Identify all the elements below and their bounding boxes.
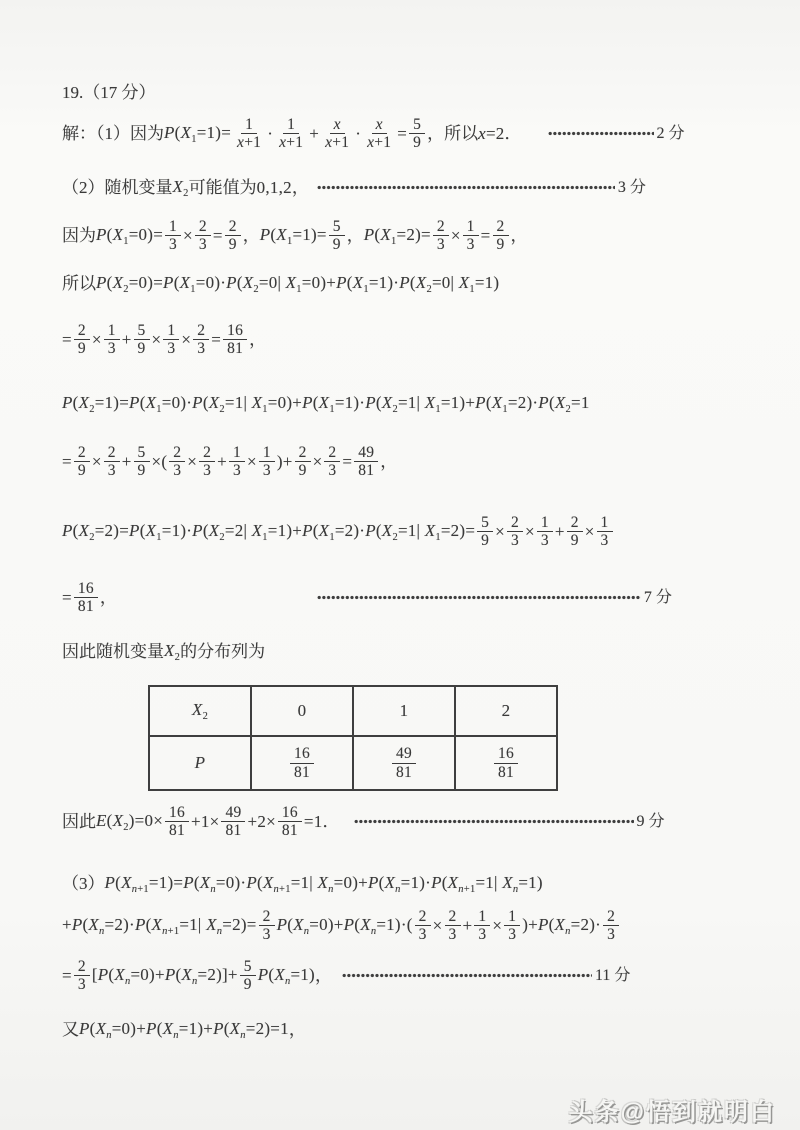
table-header-cell xyxy=(251,686,353,736)
math-expression: $P(X_n=1)$ xyxy=(257,965,315,988)
math-expression: 0,1,2 xyxy=(256,178,292,198)
math-expression: = xyxy=(212,226,223,246)
math-expression: 2 xyxy=(107,444,116,461)
math-expression: 1 xyxy=(540,514,549,531)
fraction xyxy=(477,514,493,550)
math-expression: = xyxy=(342,452,353,472)
math-expression: 1 xyxy=(167,322,176,339)
math-expression: 2 xyxy=(173,444,182,461)
step3-simplify xyxy=(62,958,630,994)
math-expression: 5 xyxy=(332,218,341,235)
math-expression: 2 xyxy=(418,908,427,925)
text-run: 所以 xyxy=(62,274,96,294)
fraction xyxy=(104,322,120,358)
math-expression: 9 xyxy=(481,532,490,550)
fraction xyxy=(603,908,619,944)
math-expression: 3 xyxy=(107,340,116,358)
math-expression: $E(X_2)=0\times$ xyxy=(96,811,164,834)
fraction xyxy=(290,745,314,781)
fraction xyxy=(321,116,353,152)
math-expression: 3 xyxy=(466,236,475,254)
math-expression: 1 xyxy=(508,908,517,925)
step2-px2-2-expand xyxy=(62,514,615,550)
step2-intro xyxy=(62,176,646,200)
math-expression: 3 xyxy=(478,926,487,944)
math-expression: 1 xyxy=(399,701,409,720)
math-expression: × xyxy=(181,330,192,350)
math-expression: 9 xyxy=(570,532,579,550)
math-expression: 3 xyxy=(600,532,609,550)
dotted-leader xyxy=(548,131,654,136)
math-expression: 3 xyxy=(197,340,206,358)
math-expression: 9 xyxy=(137,340,146,358)
math-expression: 9 xyxy=(243,976,252,994)
distribution-intro xyxy=(62,640,265,664)
math-expression: 1 xyxy=(466,218,475,235)
math-expression: x+1 xyxy=(279,134,304,152)
table-header-cell xyxy=(149,686,251,736)
math-expression: $X_2$ xyxy=(172,177,189,199)
fraction xyxy=(493,218,509,254)
fraction xyxy=(74,580,98,616)
fraction xyxy=(392,745,416,781)
math-expression: · xyxy=(355,124,362,144)
step3-sum-to-one xyxy=(62,1018,306,1042)
text-run: ， xyxy=(99,588,117,608)
math-expression: $+P(X_n=2)\cdot P(X_{n+1}=1|$ $X_n=2)=$ xyxy=(62,915,257,938)
math-expression: 16 xyxy=(498,745,514,763)
fraction xyxy=(295,444,311,480)
step3-continue xyxy=(62,908,621,944)
math-expression: 5 xyxy=(413,116,422,133)
table-row-label xyxy=(149,736,251,790)
math-expression: $P(X_1=1)=$ xyxy=(164,123,232,146)
math-expression: × xyxy=(187,452,198,472)
math-expression: 81 xyxy=(396,763,412,781)
fraction xyxy=(233,116,265,152)
fraction xyxy=(324,444,340,480)
math-expression: 2 xyxy=(262,908,271,925)
math-expression: 3 xyxy=(167,340,176,358)
math-expression: 3 xyxy=(508,926,517,944)
math-expression: 3 xyxy=(328,462,337,480)
math-expression: 9 xyxy=(413,134,422,152)
dotted-leader xyxy=(317,185,615,190)
fraction xyxy=(169,444,185,480)
math-expression: 3 xyxy=(262,926,271,944)
fraction xyxy=(165,218,181,254)
math-expression: 2 xyxy=(448,908,457,925)
math-expression: 81 xyxy=(498,763,514,781)
step2-px2-0-expand xyxy=(62,272,499,296)
fraction xyxy=(259,908,275,944)
math-expression: = xyxy=(62,452,72,472)
math-expression: 16 xyxy=(169,804,186,821)
math-expression: + xyxy=(217,452,227,472)
math-expression: = xyxy=(211,330,222,350)
text-run: ，所以 xyxy=(427,124,479,144)
math-expression: + xyxy=(121,330,132,350)
math-expression: 81 xyxy=(169,822,186,840)
math-expression: = xyxy=(480,226,491,246)
math-expression: × xyxy=(450,226,461,246)
math-expression: × xyxy=(432,916,443,936)
fraction xyxy=(433,218,449,254)
step1-line xyxy=(62,116,685,152)
math-expression: 2 xyxy=(228,218,237,235)
math-expression: + xyxy=(554,522,565,542)
math-expression: x=2 xyxy=(478,124,505,144)
math-expression: 2 xyxy=(436,218,445,235)
math-expression: 2 xyxy=(77,958,86,975)
math-expression: = xyxy=(62,330,72,350)
math-expression: 1 xyxy=(245,116,254,133)
math-expression: 9 xyxy=(77,462,86,480)
expectation-line xyxy=(62,804,665,840)
math-expression: 9 xyxy=(228,236,237,254)
fraction xyxy=(74,322,90,358)
problem-number xyxy=(62,82,156,103)
math-expression: $X_2$ xyxy=(191,699,209,722)
fraction xyxy=(134,444,150,480)
text-run: ， xyxy=(249,330,267,350)
math-expression: 16 xyxy=(281,804,298,821)
math-expression: 49 xyxy=(225,804,242,821)
math-expression: $P(X_n=0)+P(X_n=1)\cdot$( xyxy=(276,915,413,938)
math-expression: 16 xyxy=(294,745,310,763)
distribution-table xyxy=(148,685,558,791)
text-run: 因此随机变量 xyxy=(62,642,164,662)
text-run: ， xyxy=(288,1020,306,1040)
math-expression: 1 xyxy=(478,908,487,925)
math-expression: $P(X_2=0)=P(X_1=0)\cdot P(X_2=0|$ $X_1=0)+P(X_1=1)\cdot P(X_2=0|$ $X_1=1$) xyxy=(96,273,500,295)
fraction xyxy=(229,444,245,480)
math-expression: = xyxy=(62,966,72,986)
text-run: 19.（17 分） xyxy=(62,83,156,102)
math-expression: 5 xyxy=(137,322,146,339)
score-label: 9 分 xyxy=(636,812,665,830)
math-expression: x xyxy=(333,116,341,133)
math-expression: 16 xyxy=(77,580,94,597)
math-expression: ×( xyxy=(151,452,168,472)
step2-px2-1-expand xyxy=(62,392,590,416)
step2-px2-2-value xyxy=(62,580,672,616)
text-run: （3） xyxy=(62,874,105,894)
score-label: 2 分 xyxy=(656,124,685,142)
math-expression: × xyxy=(183,226,193,246)
math-expression: 2 xyxy=(77,444,86,461)
math-expression: $P(X_1=1)=$ xyxy=(259,225,327,248)
score-label: 7 分 xyxy=(643,588,672,606)
text-run: 因此 xyxy=(62,812,96,832)
math-expression: 5 xyxy=(137,444,146,461)
score-label: 11 分 xyxy=(594,966,631,984)
fraction xyxy=(474,908,490,944)
math-expression: + xyxy=(309,124,320,144)
fraction xyxy=(537,514,553,550)
fraction xyxy=(163,322,179,358)
text-run: ， xyxy=(510,226,528,246)
math-expression: 3 xyxy=(540,532,549,550)
math-expression: 3 xyxy=(418,926,427,944)
math-expression: 81 xyxy=(281,822,298,840)
math-expression: 1 xyxy=(232,444,241,461)
math-expression: 81 xyxy=(77,598,94,616)
math-expression: 5 xyxy=(243,958,252,975)
fraction xyxy=(329,218,345,254)
math-expression: 3 xyxy=(203,462,212,480)
math-expression: +1× xyxy=(191,812,220,832)
math-expression: $P(X_1=2)=$ xyxy=(363,225,431,248)
math-expression: 3 xyxy=(107,462,116,480)
fraction xyxy=(363,116,395,152)
fraction xyxy=(104,444,120,480)
dotted-leader xyxy=(354,819,634,824)
math-expression: 3 xyxy=(448,926,457,944)
fraction xyxy=(415,908,431,944)
math-expression: )$+P(X_n=2)\cdot$ xyxy=(522,915,602,938)
math-expression: x+1 xyxy=(237,134,262,152)
math-expression: 9 xyxy=(137,462,146,480)
math-expression: 2 xyxy=(511,514,520,531)
math-expression: 2 xyxy=(298,444,307,461)
score-label: 3 分 xyxy=(617,178,646,196)
math-expression: × xyxy=(91,330,102,350)
fraction xyxy=(504,908,520,944)
math-expression: 1 xyxy=(262,444,271,461)
math-expression: × xyxy=(312,452,323,472)
math-expression: +2× xyxy=(247,812,276,832)
fraction xyxy=(134,322,150,358)
math-expression: 9 xyxy=(332,236,341,254)
math-expression: = xyxy=(397,124,408,144)
fraction xyxy=(223,322,247,358)
math-expression: × xyxy=(492,916,503,936)
math-expression: $P(X_2=2)=P(X_1=1)\cdot P(X_2=2|$ $X_1=1)+P(X_1=2)\cdot P(X_2=1|$ $X_1=2)=$ xyxy=(62,521,476,544)
table-value-cell xyxy=(251,736,353,790)
step2-px2-1-value xyxy=(62,444,397,480)
math-expression: 3 xyxy=(169,236,178,254)
table-header-cell xyxy=(455,686,557,736)
math-expression: 1 xyxy=(169,218,178,235)
math-expression: 3 xyxy=(232,462,241,480)
math-expression: $P(X_1=0)=$ xyxy=(96,225,164,248)
math-expression: · xyxy=(267,124,274,144)
math-expression: 9 xyxy=(77,340,86,358)
math-expression: $P(X_n=0)+P(X_n=1)+P(X_n=2)=1$ xyxy=(79,1019,289,1041)
math-expression: × xyxy=(495,522,506,542)
math-expression: + xyxy=(121,452,132,472)
math-expression: $X_2$ xyxy=(164,641,181,663)
math-expression: 1 xyxy=(287,116,296,133)
text-run: ， xyxy=(291,178,309,198)
math-expression: 81 xyxy=(358,462,375,480)
fraction xyxy=(597,514,613,550)
dotted-leader xyxy=(342,973,592,978)
fraction xyxy=(463,218,479,254)
math-expression: 2 xyxy=(198,218,207,235)
table-value-cell xyxy=(455,736,557,790)
math-expression: x+1 xyxy=(325,134,350,152)
text-run: ． xyxy=(322,812,340,832)
math-expression: =1 xyxy=(303,812,323,832)
math-expression: 2 xyxy=(570,514,579,531)
math-expression: + xyxy=(462,916,473,936)
text-run: 因为 xyxy=(62,226,96,246)
math-expression: = xyxy=(62,588,72,608)
math-expression: 3 xyxy=(77,976,86,994)
step2-px2-0-value xyxy=(62,322,266,358)
text-run: ， xyxy=(314,966,332,986)
fraction xyxy=(567,514,583,550)
fraction xyxy=(278,804,302,840)
fraction xyxy=(199,444,215,480)
math-expression: 9 xyxy=(298,462,307,480)
math-expression: 16 xyxy=(227,322,244,339)
math-expression: 2 xyxy=(197,322,206,339)
math-expression: $[P(X_n=0)+P(X_n=2)]+$ xyxy=(91,965,238,988)
math-expression: 2 xyxy=(501,701,511,720)
fraction xyxy=(409,116,425,152)
math-expression: × xyxy=(151,330,162,350)
math-expression: × xyxy=(246,452,257,472)
text-run: （2）随机变量 xyxy=(62,178,173,198)
math-expression: 81 xyxy=(225,822,242,840)
math-expression: $P(X_{n+1}=1)=P(X_n=0)\cdot P(X_{n+1}=1|$ $X_n=0)+P(X_n=1)\cdot P(X_{n+1}=1|$ $X_n=1$) xyxy=(104,873,543,895)
math-expression: )+ xyxy=(276,452,293,472)
math-expression: 2 xyxy=(77,322,86,339)
table-value-cell xyxy=(353,736,455,790)
math-expression: 1 xyxy=(107,322,116,339)
math-expression: 3 xyxy=(173,462,182,480)
math-expression: 2 xyxy=(607,908,616,925)
fraction xyxy=(165,804,189,840)
math-expression: × xyxy=(525,522,535,542)
text-run: 又 xyxy=(62,1020,79,1040)
fraction xyxy=(74,958,90,994)
fraction xyxy=(221,804,245,840)
math-expression: 3 xyxy=(607,926,616,944)
math-expression: 3 xyxy=(262,462,271,480)
math-expression: 2 xyxy=(203,444,212,461)
watermark: 头条@悟到就明白 xyxy=(568,1099,776,1126)
fraction xyxy=(225,218,241,254)
fraction xyxy=(259,444,275,480)
math-expression: 49 xyxy=(396,745,412,763)
fraction xyxy=(445,908,461,944)
math-expression: x xyxy=(375,116,383,133)
math-expression: 81 xyxy=(294,763,310,781)
fraction xyxy=(275,116,307,152)
math-expression: 5 xyxy=(481,514,490,531)
math-expression: 3 xyxy=(511,532,520,550)
step2-prob-x1 xyxy=(62,218,528,254)
text-run: ． xyxy=(504,124,522,144)
math-expression: 3 xyxy=(198,236,207,254)
math-expression: × xyxy=(91,452,102,472)
math-expression: P xyxy=(194,753,206,772)
text-run: 的分布列为 xyxy=(180,642,266,662)
text-run: ， xyxy=(346,226,364,246)
math-expression: x+1 xyxy=(367,134,392,152)
text-run: 解：（1）因为 xyxy=(62,124,164,144)
math-expression: 0 xyxy=(297,701,307,720)
fraction xyxy=(507,514,523,550)
fraction xyxy=(240,958,256,994)
text-run: 可能值为 xyxy=(188,178,257,198)
dotted-leader xyxy=(317,595,641,600)
math-expression: 9 xyxy=(496,236,505,254)
math-expression: 81 xyxy=(227,340,244,358)
fraction xyxy=(195,218,211,254)
math-expression: 2 xyxy=(328,444,337,461)
step3-expand xyxy=(62,872,543,896)
text-run: ， xyxy=(380,452,398,472)
table-header-cell xyxy=(353,686,455,736)
fraction xyxy=(74,444,90,480)
math-expression: 2 xyxy=(496,218,505,235)
math-expression: 3 xyxy=(436,236,445,254)
math-expression: $P(X_2=1)=P(X_1=0)\cdot P(X_2=1|$ $X_1=0)+P(X_1=1)\cdot P(X_2=1|$ $X_1=1)+P(X_1=2)\cdot P(X_2=1$ xyxy=(62,393,590,415)
math-expression: 49 xyxy=(358,444,375,461)
math-expression: × xyxy=(584,522,595,542)
text-run: ， xyxy=(242,226,260,246)
fraction xyxy=(494,745,518,781)
fraction xyxy=(193,322,209,358)
math-expression: 1 xyxy=(600,514,609,531)
fraction xyxy=(354,444,378,480)
